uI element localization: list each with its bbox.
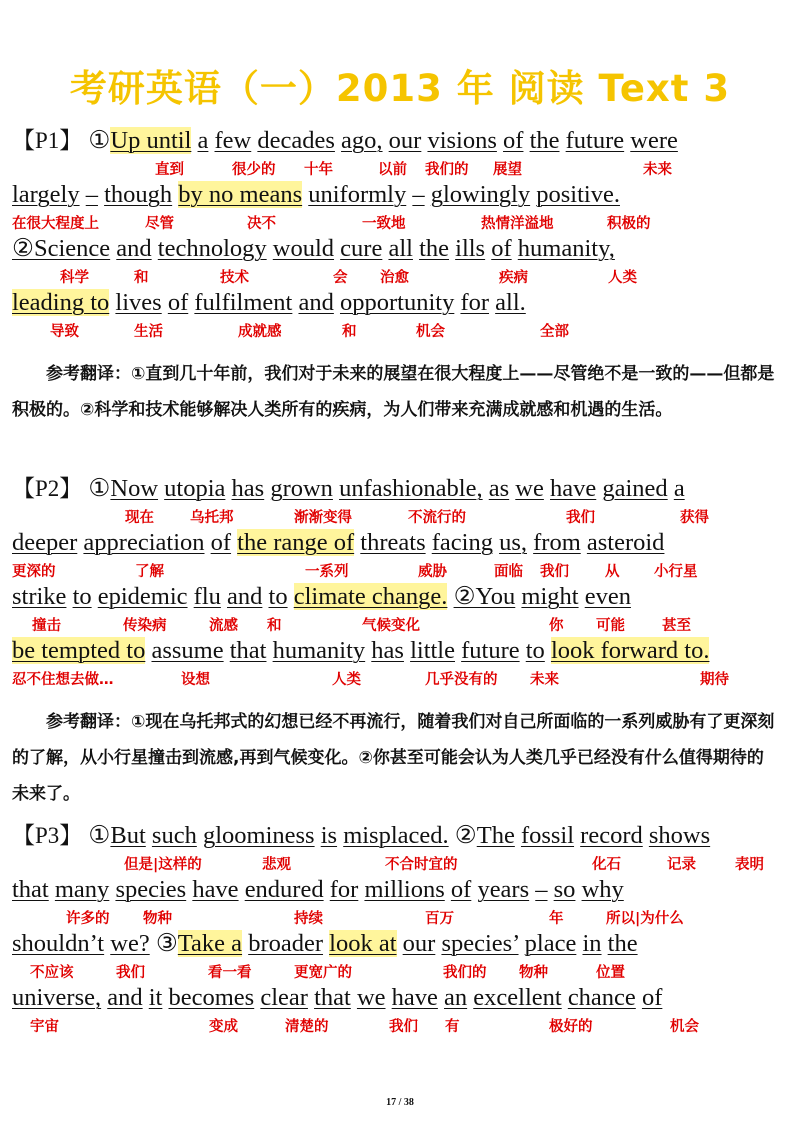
word: ②Science <box>12 235 111 262</box>
translation-p1 <box>12 356 780 428</box>
word: facing <box>431 529 493 556</box>
word: that <box>314 984 351 1011</box>
gloss: 以前 <box>378 162 407 178</box>
p1-line-3 <box>12 234 615 264</box>
gloss: 表明 <box>735 857 764 873</box>
gloss: 不流行的 <box>408 510 466 526</box>
word: to <box>268 583 288 610</box>
word: future <box>461 637 520 664</box>
gloss: 面临 <box>494 564 523 580</box>
translation-text: 参考翻译：①直到几十年前，我们对于未来的展望在很大程度上——尽管绝不是一致的——但都是积极的。②科学和技术能够解决人类所有的疾病，为人们带来充满成就感和机遇的生活。 <box>12 364 775 420</box>
gloss: 化石 <box>592 857 621 873</box>
word: and <box>227 583 263 610</box>
gloss: 设想 <box>181 672 210 688</box>
word: by no means <box>178 181 303 208</box>
word: threats <box>360 529 426 556</box>
p3-line-3 <box>12 929 638 959</box>
word: assume <box>151 637 224 664</box>
word: gained <box>602 475 668 502</box>
gloss: 热情洋溢地 <box>481 216 554 232</box>
word: universe, <box>12 984 102 1011</box>
word: flu <box>193 583 221 610</box>
word: the <box>419 235 450 262</box>
gloss: 宇宙 <box>30 1019 59 1035</box>
word: humanity, <box>517 235 615 262</box>
word: leading to <box>12 289 110 316</box>
gloss: 忍不住想去做… <box>12 672 114 688</box>
word: might <box>521 583 579 610</box>
paragraph-tag: 【P2】 <box>12 476 83 501</box>
translation-p2 <box>12 704 780 812</box>
gloss: 记录 <box>667 857 696 873</box>
gloss: 但是|这样的 <box>124 857 202 873</box>
gloss: 未来 <box>530 672 559 688</box>
paragraph-tag: 【P3】 <box>12 823 83 848</box>
gloss: 位置 <box>596 965 625 981</box>
gloss: 期待 <box>700 672 729 688</box>
word: ago, <box>341 127 383 154</box>
gloss: 更深的 <box>12 564 56 580</box>
word: species’ <box>441 930 519 957</box>
word: it <box>148 984 163 1011</box>
word: we <box>515 475 544 502</box>
p2-line-1 <box>12 474 685 504</box>
word: has <box>371 637 404 664</box>
gloss: 悲观 <box>262 857 291 873</box>
word: be tempted to <box>12 637 146 664</box>
gloss: 导致 <box>50 324 79 340</box>
gloss: 你 <box>549 618 564 634</box>
word: though <box>104 181 173 208</box>
word: strike <box>12 583 67 610</box>
word: millions <box>364 876 445 903</box>
gloss: 全部 <box>540 324 569 340</box>
sentence-number: ① <box>88 822 111 849</box>
word: epidemic <box>97 583 188 610</box>
gloss: 年 <box>549 911 564 927</box>
gloss: 所以|为什么 <box>606 911 684 927</box>
word: have <box>550 475 597 502</box>
gloss: 未来 <box>643 162 672 178</box>
word: positive. <box>536 181 620 208</box>
word: all. <box>495 289 526 316</box>
gloss: 会 <box>333 270 348 286</box>
word: all <box>388 235 413 262</box>
gloss: 从 <box>605 564 620 580</box>
word: has <box>231 475 265 502</box>
word: fulfilment <box>194 289 293 316</box>
word: clear <box>260 984 308 1011</box>
word: of <box>503 127 524 154</box>
gloss: 很少的 <box>232 162 276 178</box>
gloss: 我们 <box>116 965 145 981</box>
word: humanity <box>272 637 366 664</box>
word: a <box>197 127 209 154</box>
word: largely <box>12 181 80 208</box>
word: – <box>85 181 98 208</box>
word: little <box>410 637 455 664</box>
gloss: 撞击 <box>32 618 61 634</box>
word: endured <box>244 876 324 903</box>
gloss: 现在 <box>125 510 154 526</box>
gloss: 尽管 <box>145 216 174 232</box>
gloss: 和 <box>342 324 357 340</box>
word: in <box>582 930 602 957</box>
word: of <box>167 289 189 316</box>
word: an <box>444 984 468 1011</box>
word: cure <box>340 235 383 262</box>
gloss: 科学 <box>60 270 89 286</box>
gloss: 百万 <box>425 911 454 927</box>
word: of <box>491 235 512 262</box>
gloss: 成就感 <box>238 324 282 340</box>
word: look forward to. <box>550 637 710 664</box>
word: excellent <box>473 984 562 1011</box>
gloss: 威胁 <box>418 564 447 580</box>
gloss: 治愈 <box>380 270 409 286</box>
sentence-number: ③ <box>155 930 178 957</box>
gloss: 机会 <box>670 1019 699 1035</box>
gloss: 传染病 <box>123 618 167 634</box>
gloss: 物种 <box>519 965 548 981</box>
word: grown <box>270 475 333 502</box>
word: even <box>584 583 631 610</box>
word: place <box>524 930 577 957</box>
gloss: 决不 <box>247 216 276 232</box>
gloss: 流感 <box>209 618 238 634</box>
word: misplaced. <box>343 822 449 849</box>
p3-line-2 <box>12 875 624 905</box>
word: – <box>412 181 425 208</box>
gloss: 不合时宜的 <box>385 857 458 873</box>
gloss: 积极的 <box>607 216 651 232</box>
gloss: 我们的 <box>425 162 469 178</box>
gloss: 甚至 <box>662 618 691 634</box>
word: species <box>115 876 187 903</box>
word: so <box>553 876 576 903</box>
word: for <box>460 289 490 316</box>
word: have <box>391 984 438 1011</box>
gloss: 变成 <box>209 1019 238 1035</box>
word: that <box>12 876 49 903</box>
gloss: 十年 <box>304 162 333 178</box>
word: would <box>272 235 335 262</box>
word: and <box>298 289 334 316</box>
gloss: 几乎没有的 <box>425 672 498 688</box>
word: were <box>630 127 678 154</box>
p2-line-2 <box>12 528 664 558</box>
word: appreciation <box>83 529 205 556</box>
gloss: 不应该 <box>30 965 74 981</box>
sentence-number: ② <box>454 822 477 849</box>
word: to <box>525 637 545 664</box>
gloss: 物种 <box>143 911 172 927</box>
gloss: 疾病 <box>499 270 528 286</box>
word: of <box>210 529 232 556</box>
gloss: 技术 <box>220 270 249 286</box>
word: why <box>581 876 624 903</box>
page-number: 17 / 38 <box>386 1097 414 1108</box>
word: ②You <box>453 583 516 610</box>
gloss: 一系列 <box>305 564 349 580</box>
word: But <box>110 822 146 849</box>
word: have <box>192 876 239 903</box>
word: is <box>320 822 338 849</box>
word: climate change. <box>293 583 448 610</box>
p1-line-4 <box>12 288 526 318</box>
word: of <box>641 984 663 1011</box>
gloss: 和 <box>267 618 282 634</box>
sentence-number: ① <box>88 127 111 154</box>
word: shows <box>648 822 711 849</box>
word: technology <box>157 235 267 262</box>
word: that <box>229 637 267 664</box>
gloss: 在很大程度上 <box>12 216 99 232</box>
word: lives <box>115 289 162 316</box>
gloss: 持续 <box>294 911 323 927</box>
word: chance <box>567 984 636 1011</box>
gloss: 乌托邦 <box>190 510 234 526</box>
word: and <box>116 235 152 262</box>
word: Up until <box>110 127 192 154</box>
word: deeper <box>12 529 78 556</box>
gloss: 一致地 <box>362 216 406 232</box>
word: becomes <box>168 984 255 1011</box>
gloss: 生活 <box>134 324 163 340</box>
p3-line-1 <box>12 821 710 851</box>
word: future <box>565 127 625 154</box>
word: gloominess <box>202 822 315 849</box>
word: our <box>388 127 422 154</box>
word: ills <box>455 235 486 262</box>
word: opportunity <box>339 289 455 316</box>
word: of <box>450 876 472 903</box>
gloss: 我们 <box>389 1019 418 1035</box>
word: – <box>535 876 548 903</box>
word: our <box>402 930 436 957</box>
word: fossil <box>520 822 575 849</box>
gloss: 渐渐变得 <box>294 510 352 526</box>
gloss: 极好的 <box>549 1019 593 1035</box>
p2-line-4 <box>12 636 709 666</box>
gloss: 我们 <box>540 564 569 580</box>
gloss: 我们 <box>566 510 595 526</box>
gloss: 人类 <box>608 270 637 286</box>
word: shouldn’t <box>12 930 105 957</box>
word: Now <box>110 475 159 502</box>
word: many <box>54 876 110 903</box>
gloss: 和 <box>134 270 149 286</box>
page-title: 考研英语（一）2013 年 阅读 Text 3 <box>69 67 731 110</box>
word: and <box>107 984 143 1011</box>
word: The <box>476 822 515 849</box>
gloss: 清楚的 <box>285 1019 329 1035</box>
gloss: 小行星 <box>654 564 698 580</box>
word: the <box>607 930 638 957</box>
gloss: 展望 <box>493 162 522 178</box>
word: years <box>477 876 530 903</box>
gloss: 更宽广的 <box>294 965 352 981</box>
translation-text: 参考翻译：①现在乌托邦式的幻想已经不再流行，随着我们对自己所面临的一系列威胁有了更深刻的了解，从小行星撞击到流感,再到气候变化。②你甚至可能会认为人类几乎已经没有什么值得期待的未来了。 <box>12 712 775 804</box>
p3-line-4 <box>12 983 662 1013</box>
word: asteroid <box>586 529 665 556</box>
gloss: 了解 <box>135 564 164 580</box>
word: the <box>529 127 560 154</box>
gloss: 直到 <box>155 162 184 178</box>
word: a <box>673 475 685 502</box>
word: few <box>214 127 252 154</box>
word: such <box>151 822 197 849</box>
gloss: 有 <box>445 1019 460 1035</box>
p1-line-2 <box>12 180 620 210</box>
word: look at <box>329 930 397 957</box>
word: from <box>533 529 581 556</box>
gloss: 可能 <box>596 618 625 634</box>
gloss: 看一看 <box>208 965 252 981</box>
gloss: 许多的 <box>66 911 110 927</box>
gloss: 获得 <box>680 510 709 526</box>
word: the range of <box>237 529 355 556</box>
word: glowingly <box>430 181 531 208</box>
p1-line-1 <box>12 126 678 156</box>
word: Take a <box>177 930 243 957</box>
word: visions <box>427 127 497 154</box>
word: decades <box>257 127 335 154</box>
word: utopia <box>164 475 226 502</box>
word: us, <box>499 529 527 556</box>
word: record <box>580 822 643 849</box>
word: to <box>72 583 92 610</box>
word: unfashionable, <box>339 475 483 502</box>
word: for <box>329 876 359 903</box>
p2-line-3 <box>12 582 631 612</box>
paragraph-tag: 【P1】 <box>12 128 83 153</box>
word: broader <box>248 930 324 957</box>
gloss: 人类 <box>332 672 361 688</box>
gloss: 机会 <box>416 324 445 340</box>
word: we? <box>110 930 150 957</box>
gloss: 气候变化 <box>362 618 420 634</box>
word: we <box>356 984 386 1011</box>
gloss: 我们的 <box>443 965 487 981</box>
sentence-number: ① <box>88 475 111 502</box>
word: uniformly <box>308 181 407 208</box>
word: as <box>488 475 510 502</box>
